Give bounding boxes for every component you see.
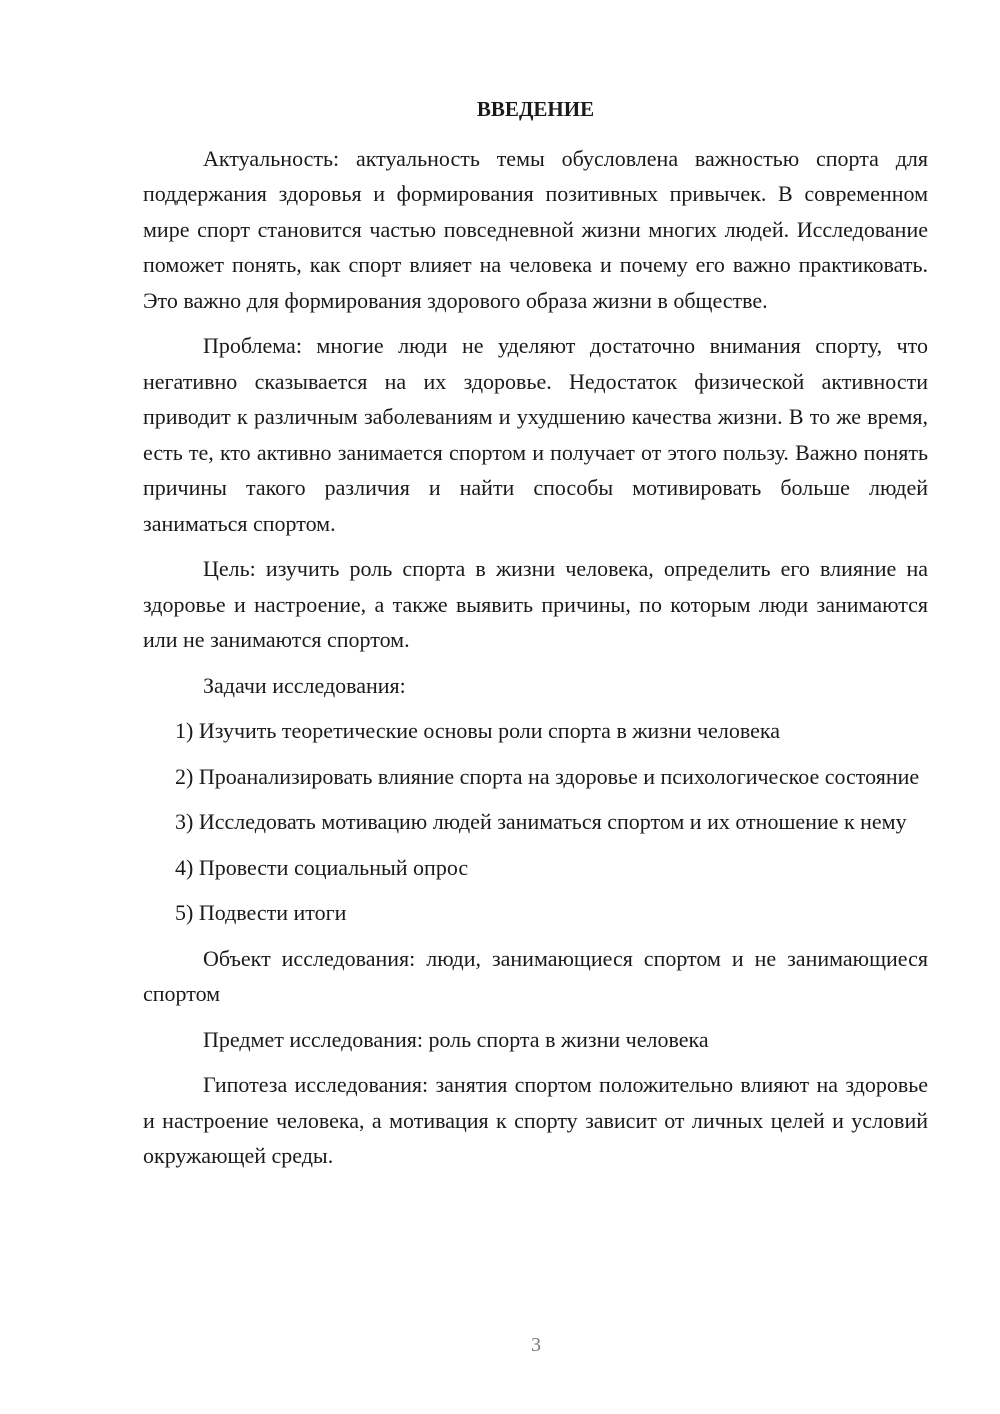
task-item: 5) Подвести итоги [175,900,347,925]
task-item: 2) Проанализировать влияние спорта на здоровье и психологическое состояние [175,763,920,789]
task-item: 3) Исследовать мотивацию людей заниматься спортом и их отношение к нему [175,809,907,834]
task-item: 1) Изучить теоретические основы роли спорта в жизни человека [175,718,780,743]
tasks-list [143,713,928,931]
object-paragraph: Объект исследования: люди, занимающиеся спортом и не занимающиеся спортом [143,945,928,1006]
problem-paragraph: Проблема: многие люди не уделяют достаточно внимания спорту, что негативно сказывается на их здоровье. Недостаток физической активности приводит к различным заболеваниям и ухудшению качества жизни. В то же время, есть те, кто активно занимается спортом и получает от этого пользу. Важно понять причины такого различия и найти способы мотивировать больше людей заниматься спортом. [143,333,928,536]
subject-paragraph: Предмет исследования: роль спорта в жизни человека [203,1026,709,1052]
page-number: 3 [531,1334,541,1356]
hypothesis-paragraph: Гипотеза исследования: занятия спортом положительно влияют на здоровье и настроение человека, а мотивация к спорту зависит от личных целей и условий окружающей среды. [143,1072,928,1168]
goal-paragraph: Цель: изучить роль спорта в жизни человека, определить его влияние на здоровье и настроение, а также выявить причины, по которым люди занимаются или не занимаются спортом. [143,556,928,652]
tasks-heading: Задачи исследования: [203,672,406,698]
page-body [143,92,928,1184]
task-item: 4) Провести социальный опрос [175,854,469,880]
relevance-paragraph: Актуальность: актуальность темы обусловлена важностью спорта для поддержания здоровья и формирования позитивных привычек. В современном мире спорт становится частью повседневной жизни многих людей. Исследование поможет понять, как спорт влияет на человека и почему его важно практиковать. Это важно для формирования здорового образа жизни в обществе. [143,145,928,313]
page-title: ВВЕДЕНИЕ [476,97,595,121]
